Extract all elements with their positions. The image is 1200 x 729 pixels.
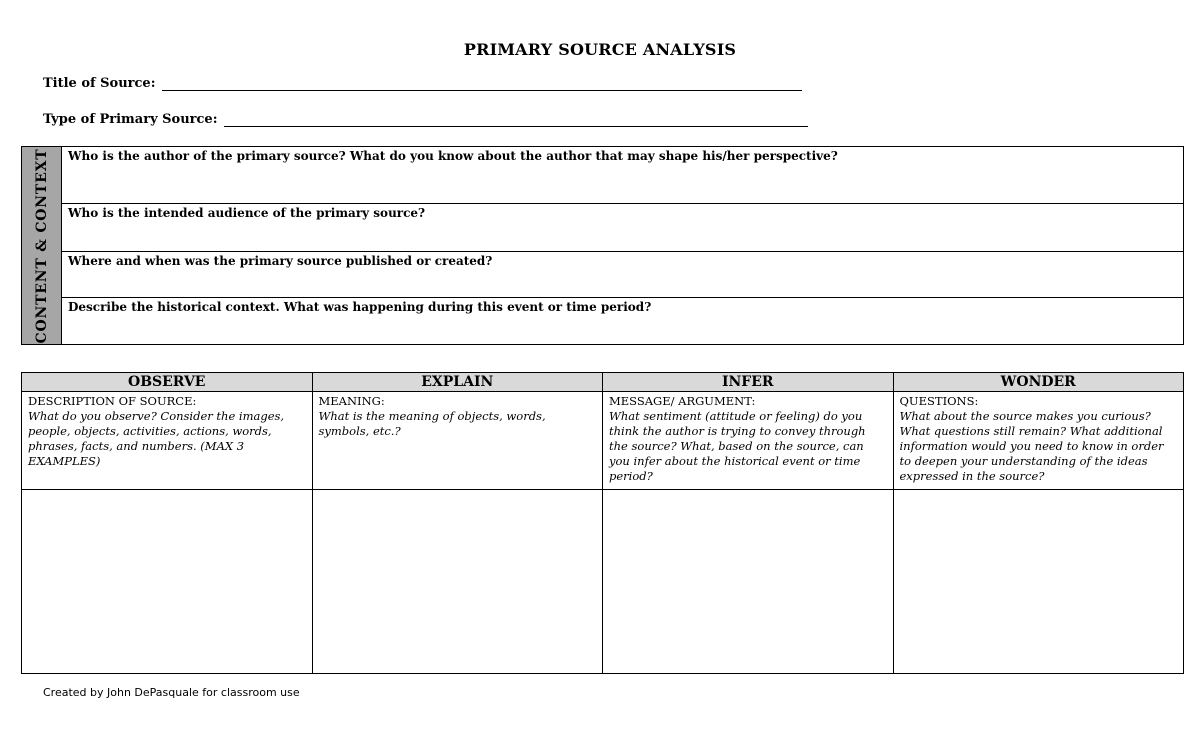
column-desc-observe — [22, 392, 312, 490]
column-text-observe: What do you observe? Consider the images, people, objects, activities, actions, words, phrases, facts, and numbers. (MAX 3 EXAMPLES) — [28, 409, 285, 468]
column-header-observe: OBSERVE — [22, 373, 312, 392]
column-label-observe: DESCRIPTION OF SOURCE: — [28, 394, 197, 408]
column-header-infer: INFER — [603, 373, 893, 392]
column-text-explain: What is the meaning of objects, words, symbols, etc.? — [318, 409, 546, 438]
context-question-audience: Who is the intended audience of the primary source? — [68, 206, 426, 220]
content-context-side — [22, 147, 62, 344]
answer-cell-observe[interactable] — [22, 490, 312, 673]
column-desc-explain — [313, 392, 603, 490]
answer-cell-infer[interactable] — [603, 490, 893, 673]
context-question-author: Who is the author of the primary source? What do you know about the author that may shape his/her perspective? — [68, 149, 838, 163]
column-header-wonder: WONDER — [894, 373, 1184, 392]
column-desc-infer — [603, 392, 893, 490]
context-question-historical: Describe the historical context. What was happening during this event or time period? — [68, 300, 652, 314]
context-row-audience[interactable] — [62, 204, 1183, 252]
context-row-author[interactable] — [62, 147, 1183, 204]
column-label-infer: MESSAGE/ ARGUMENT: — [609, 394, 756, 408]
answer-cell-wonder[interactable] — [894, 490, 1184, 673]
context-row-where-when[interactable] — [62, 252, 1183, 298]
footer-credit: Created by John DePasquale for classroom use — [43, 686, 300, 699]
column-header-explain: EXPLAIN — [313, 373, 603, 392]
column-text-wonder: What about the source makes you curious? What questions still remain? What additional information would you need to know in order to deepen your understanding of the ideas expressed in the source? — [899, 409, 1164, 483]
context-rows — [62, 147, 1183, 344]
column-label-wonder: QUESTIONS: — [899, 394, 979, 408]
analysis-table — [21, 372, 1184, 674]
page-title: PRIMARY SOURCE ANALYSIS — [463, 40, 737, 59]
content-context-table — [21, 146, 1184, 345]
context-row-historical[interactable] — [62, 298, 1183, 344]
title-of-source-label: Title of Source: — [43, 76, 156, 91]
title-of-source-field — [43, 76, 802, 91]
column-infer — [603, 373, 894, 673]
context-question-where-when: Where and when was the primary source published or created? — [68, 254, 493, 268]
content-context-label: CONTENT & CONTEXT — [33, 148, 50, 343]
type-of-source-field — [43, 112, 808, 127]
column-desc-wonder — [894, 392, 1184, 490]
column-explain — [313, 373, 604, 673]
type-of-source-label: Type of Primary Source: — [43, 112, 218, 127]
column-observe — [22, 373, 313, 673]
type-of-source-line[interactable] — [224, 114, 808, 127]
column-text-infer: What sentiment (attitude or feeling) do you think the author is trying to convey through the source? What, based on the source, can you infer about the historical event or time period? — [609, 409, 866, 483]
column-label-explain: MEANING: — [318, 394, 385, 408]
title-of-source-line[interactable] — [162, 78, 802, 91]
answer-cell-explain[interactable] — [313, 490, 603, 673]
column-wonder — [894, 373, 1184, 673]
